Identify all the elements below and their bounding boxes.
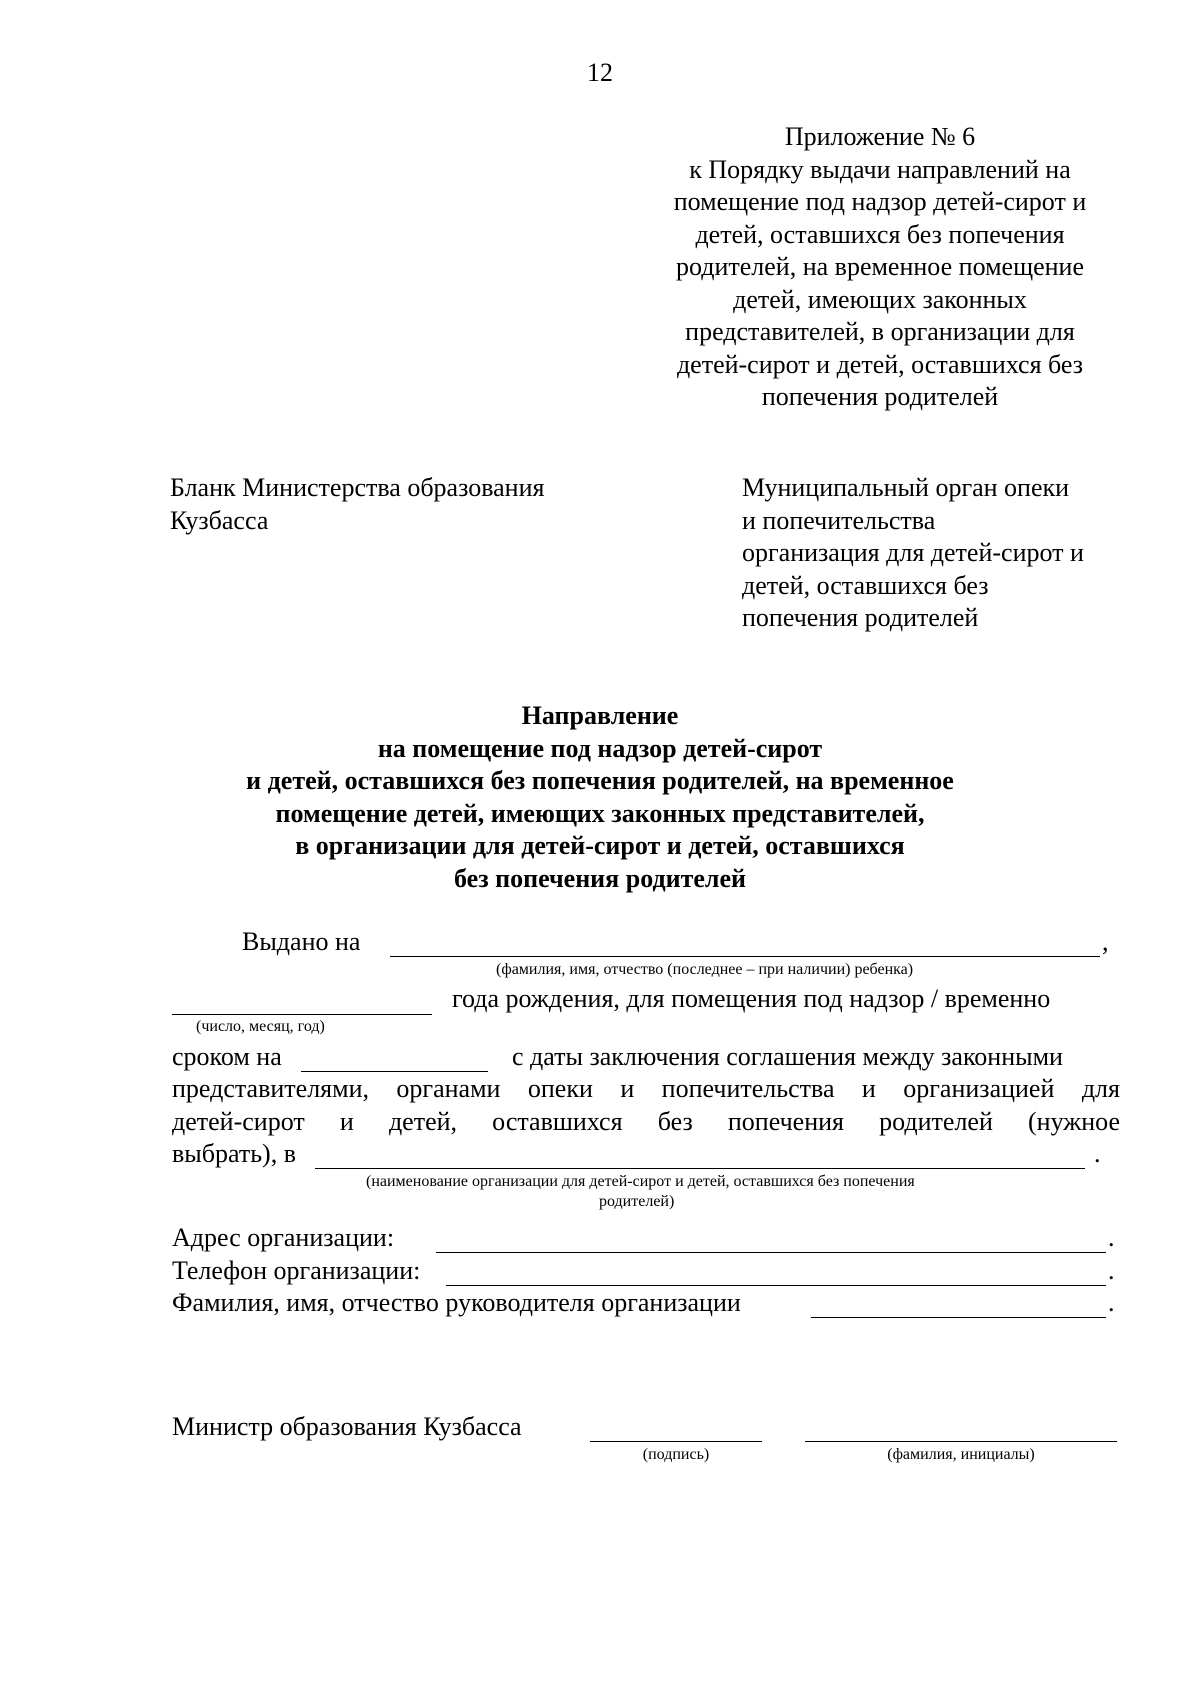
minister-label: Министр образования Кузбасса (172, 1412, 522, 1441)
blank-header-line: Бланк Министерства образования (170, 473, 545, 502)
address-label: Адрес организации: (172, 1223, 395, 1252)
child-name-field[interactable] (390, 956, 1100, 957)
signature-field[interactable] (590, 1441, 762, 1442)
appendix-line: детей, имеющих законных (733, 284, 1027, 314)
birth-text: года рождения, для помещения под надзор / временно (452, 984, 1051, 1013)
recipient-line: детей, оставшихся без (742, 570, 989, 600)
appendix-line: к Порядку выдачи направлений на (689, 154, 1071, 184)
appendix-block (640, 121, 1120, 414)
minister-name-field[interactable] (805, 1441, 1117, 1442)
birth-date-caption: (число, месяц, год) (196, 1018, 325, 1035)
head-period: . (1108, 1288, 1115, 1317)
organization-name-field[interactable] (315, 1168, 1085, 1169)
title-line: в организации для детей-сирот и детей, оставшихся (295, 831, 905, 860)
term-text: с даты заключения соглашения между законными (512, 1042, 1063, 1071)
recipient-line: и попечительства (742, 505, 936, 535)
blank-header-line: Кузбасса (170, 505, 269, 535)
appendix-line: помещение под надзор детей-сирот и (673, 187, 1087, 216)
appendix-line: Приложение № 6 (784, 122, 976, 151)
recipient-line: Муниципальный орган опеки (742, 473, 1070, 502)
phone-period: . (1108, 1256, 1115, 1285)
organization-name-caption-2: родителей) (599, 1193, 675, 1210)
signature-caption: (подпись) (642, 1446, 710, 1463)
title-line: на помещение под надзор детей-сирот (377, 733, 823, 763)
head-name-field[interactable] (811, 1317, 1106, 1318)
appendix-line: детей, оставшихся без попечения (695, 219, 1065, 249)
blank-header (170, 472, 544, 537)
choose-label: выбрать), в (172, 1139, 296, 1168)
minister-name-caption: (фамилия, инициалы) (887, 1446, 1035, 1463)
organization-name-caption: (наименование организации для детей-сирот и детей, оставшихся без попечения (366, 1173, 915, 1190)
recipient-line: попечения родителей (742, 603, 979, 632)
document-title (150, 700, 1050, 895)
address-field[interactable] (436, 1252, 1106, 1253)
appendix-line: родителей, на временное помещение (675, 252, 1084, 281)
child-name-caption: (фамилия, имя, отчество (последнее – при наличии) ребенка) (496, 961, 914, 978)
title-line: без попечения родителей (454, 863, 746, 893)
page-number: 12 (587, 58, 613, 87)
head-label: Фамилия, имя, отчество руководителя организации (172, 1288, 741, 1317)
recipient-line: организация для детей-сирот и (742, 538, 1084, 567)
term-field[interactable] (301, 1071, 488, 1072)
paragraph-line: детей-сирот и детей, оставшихся без попечения родителей (нужное (172, 1107, 1120, 1136)
issued-comma: , (1102, 927, 1109, 956)
appendix-line: представителей, в организации для (685, 317, 1075, 346)
recipient-block (742, 472, 1084, 635)
phone-field[interactable] (446, 1285, 1106, 1286)
term-label: сроком на (172, 1042, 282, 1071)
birth-date-field[interactable] (172, 1014, 432, 1015)
appendix-line: попечения родителей (761, 382, 999, 411)
title-line: и детей, оставшихся без попечения родителей, на временное (246, 766, 954, 795)
phone-label: Телефон организации: (172, 1256, 421, 1285)
address-period: . (1108, 1223, 1115, 1252)
paragraph-line: представителями, органами опеки и попечительства и организацией для (172, 1074, 1120, 1103)
title-line: Направление (521, 701, 679, 730)
org-period: . (1094, 1139, 1101, 1168)
appendix-line: детей-сирот и детей, оставшихся без (676, 349, 1084, 379)
title-line: помещение детей, имеющих законных представителей, (275, 798, 925, 828)
issued-label: Выдано на (242, 927, 361, 956)
